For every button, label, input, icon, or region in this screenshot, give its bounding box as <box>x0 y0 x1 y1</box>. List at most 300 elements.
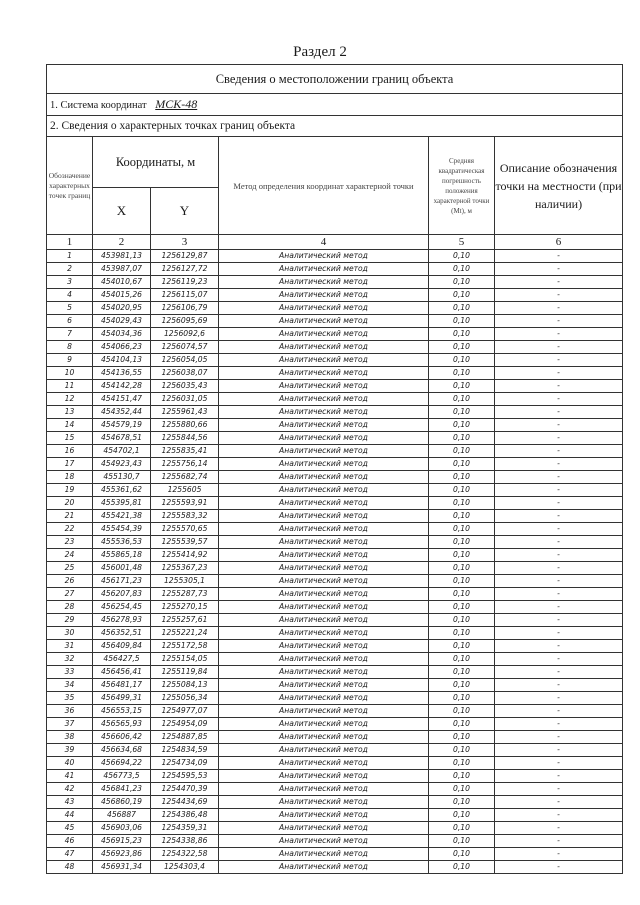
error-cell: 0,10 <box>429 640 495 653</box>
x-coordinate-cell: 456634,68 <box>93 744 151 757</box>
y-coordinate-cell: 1256054,05 <box>151 354 219 367</box>
point-number-cell: 48 <box>47 861 93 874</box>
method-cell: Аналитический метод <box>219 523 429 536</box>
method-cell: Аналитический метод <box>219 692 429 705</box>
x-coordinate-cell: 455421,38 <box>93 510 151 523</box>
table-row <box>47 770 623 783</box>
description-cell: - <box>495 419 623 432</box>
error-cell: 0,10 <box>429 471 495 484</box>
point-number-cell: 20 <box>47 497 93 510</box>
method-cell: Аналитический метод <box>219 575 429 588</box>
point-number-cell: 3 <box>47 276 93 289</box>
y-coordinate-cell: 1256074,57 <box>151 341 219 354</box>
x-coordinate-cell: 455395,81 <box>93 497 151 510</box>
x-coordinate-cell: 456773,5 <box>93 770 151 783</box>
description-cell: - <box>495 302 623 315</box>
point-number-cell: 42 <box>47 783 93 796</box>
table-row <box>47 393 623 406</box>
point-number-cell: 26 <box>47 575 93 588</box>
error-cell: 0,10 <box>429 497 495 510</box>
error-cell: 0,10 <box>429 627 495 640</box>
x-coordinate-cell: 455536,53 <box>93 536 151 549</box>
description-cell: - <box>495 536 623 549</box>
y-coordinate-cell: 1255844,56 <box>151 432 219 445</box>
table-row <box>47 367 623 380</box>
x-coordinate-cell: 456278,93 <box>93 614 151 627</box>
point-number-cell: 39 <box>47 744 93 757</box>
point-number-cell: 23 <box>47 536 93 549</box>
method-cell: Аналитический метод <box>219 406 429 419</box>
method-cell: Аналитический метод <box>219 861 429 874</box>
table-row <box>47 549 623 562</box>
column-number: 1 <box>47 235 93 250</box>
point-number-cell: 22 <box>47 523 93 536</box>
error-cell: 0,10 <box>429 328 495 341</box>
y-coordinate-cell: 1256095,69 <box>151 315 219 328</box>
error-cell: 0,10 <box>429 848 495 861</box>
description-cell: - <box>495 562 623 575</box>
error-cell: 0,10 <box>429 432 495 445</box>
description-cell: - <box>495 549 623 562</box>
description-cell: - <box>495 458 623 471</box>
points-title: 2. Сведения о характерных точках границ объекта <box>47 116 623 137</box>
table-row <box>47 757 623 770</box>
x-coordinate-cell: 456427,5 <box>93 653 151 666</box>
point-number-cell: 10 <box>47 367 93 380</box>
x-coordinate-cell: 456254,45 <box>93 601 151 614</box>
y-coordinate-cell: 1256092,6 <box>151 328 219 341</box>
x-coordinate-cell: 455130,7 <box>93 471 151 484</box>
method-cell: Аналитический метод <box>219 770 429 783</box>
point-number-cell: 11 <box>47 380 93 393</box>
table-row <box>47 718 623 731</box>
error-cell: 0,10 <box>429 302 495 315</box>
x-coordinate-cell: 453981,13 <box>93 250 151 263</box>
point-number-cell: 41 <box>47 770 93 783</box>
y-coordinate-cell: 1256035,43 <box>151 380 219 393</box>
error-cell: 0,10 <box>429 536 495 549</box>
method-cell: Аналитический метод <box>219 822 429 835</box>
x-coordinate-cell: 456481,17 <box>93 679 151 692</box>
y-coordinate-cell: 1254338,86 <box>151 835 219 848</box>
y-coordinate-cell: 1255305,1 <box>151 575 219 588</box>
column-number: 6 <box>495 235 623 250</box>
method-cell: Аналитический метод <box>219 445 429 458</box>
error-cell: 0,10 <box>429 822 495 835</box>
y-header: Y <box>151 188 219 235</box>
point-number-cell: 29 <box>47 614 93 627</box>
y-coordinate-cell: 1256115,07 <box>151 289 219 302</box>
table-row <box>47 783 623 796</box>
y-coordinate-cell: 1255119,84 <box>151 666 219 679</box>
point-number-cell: 13 <box>47 406 93 419</box>
method-cell: Аналитический метод <box>219 809 429 822</box>
table-row <box>47 679 623 692</box>
description-cell: - <box>495 315 623 328</box>
description-cell: - <box>495 263 623 276</box>
table-row <box>47 614 623 627</box>
method-cell: Аналитический метод <box>219 432 429 445</box>
error-cell: 0,10 <box>429 367 495 380</box>
x-coordinate-cell: 456499,31 <box>93 692 151 705</box>
y-coordinate-cell: 1254303,4 <box>151 861 219 874</box>
x-coordinate-cell: 454015,26 <box>93 289 151 302</box>
x-coordinate-cell: 456931,34 <box>93 861 151 874</box>
table-row <box>47 471 623 484</box>
method-cell: Аналитический метод <box>219 731 429 744</box>
error-header: Средняя квадратическая погрешность положения характерной точки (Mt), м <box>429 137 495 235</box>
error-cell: 0,10 <box>429 731 495 744</box>
y-coordinate-cell: 1254470,39 <box>151 783 219 796</box>
table-row <box>47 510 623 523</box>
description-cell: - <box>495 510 623 523</box>
y-coordinate-cell: 1255287,73 <box>151 588 219 601</box>
method-cell: Аналитический метод <box>219 419 429 432</box>
description-cell: - <box>495 354 623 367</box>
description-cell: - <box>495 692 623 705</box>
description-cell: - <box>495 497 623 510</box>
table-row <box>47 380 623 393</box>
error-cell: 0,10 <box>429 588 495 601</box>
description-cell: - <box>495 341 623 354</box>
x-coordinate-cell: 454020,95 <box>93 302 151 315</box>
point-number-cell: 40 <box>47 757 93 770</box>
description-cell: - <box>495 757 623 770</box>
method-cell: Аналитический метод <box>219 354 429 367</box>
x-coordinate-cell: 454010,67 <box>93 276 151 289</box>
error-cell: 0,10 <box>429 575 495 588</box>
table-row <box>47 705 623 718</box>
point-number-cell: 45 <box>47 822 93 835</box>
x-coordinate-cell: 454029,43 <box>93 315 151 328</box>
method-cell: Аналитический метод <box>219 627 429 640</box>
table-row <box>47 848 623 861</box>
point-number-cell: 46 <box>47 835 93 848</box>
description-cell: - <box>495 770 623 783</box>
point-number-cell: 21 <box>47 510 93 523</box>
description-cell: - <box>495 705 623 718</box>
x-coordinate-cell: 456841,23 <box>93 783 151 796</box>
y-coordinate-cell: 1254386,48 <box>151 809 219 822</box>
point-number-cell: 27 <box>47 588 93 601</box>
method-cell: Аналитический метод <box>219 341 429 354</box>
error-cell: 0,10 <box>429 666 495 679</box>
point-number-cell: 6 <box>47 315 93 328</box>
y-coordinate-cell: 1255605 <box>151 484 219 497</box>
error-cell: 0,10 <box>429 445 495 458</box>
y-coordinate-cell: 1254434,69 <box>151 796 219 809</box>
coordinates-header: Координаты, м <box>93 137 219 188</box>
point-number-cell: 47 <box>47 848 93 861</box>
error-cell: 0,10 <box>429 705 495 718</box>
x-coordinate-cell: 456923,86 <box>93 848 151 861</box>
y-coordinate-cell: 1254977,07 <box>151 705 219 718</box>
method-cell: Аналитический метод <box>219 497 429 510</box>
table-row <box>47 666 623 679</box>
point-number-cell: 24 <box>47 549 93 562</box>
description-cell: - <box>495 523 623 536</box>
method-cell: Аналитический метод <box>219 315 429 328</box>
point-number-cell: 5 <box>47 302 93 315</box>
description-cell: - <box>495 796 623 809</box>
y-coordinate-cell: 1256129,87 <box>151 250 219 263</box>
column-number: 2 <box>93 235 151 250</box>
description-cell: - <box>495 614 623 627</box>
designation-header: Обозначение характерных точек границ <box>47 137 93 235</box>
table-row <box>47 445 623 458</box>
error-cell: 0,10 <box>429 276 495 289</box>
table-row <box>47 341 623 354</box>
y-coordinate-cell: 1255570,65 <box>151 523 219 536</box>
method-cell: Аналитический метод <box>219 848 429 861</box>
description-cell: - <box>495 809 623 822</box>
point-number-cell: 25 <box>47 562 93 575</box>
method-cell: Аналитический метод <box>219 614 429 627</box>
y-coordinate-cell: 1255257,61 <box>151 614 219 627</box>
table-row <box>47 835 623 848</box>
method-cell: Аналитический метод <box>219 549 429 562</box>
point-number-cell: 30 <box>47 627 93 640</box>
x-coordinate-cell: 456171,23 <box>93 575 151 588</box>
x-coordinate-cell: 455361,62 <box>93 484 151 497</box>
point-number-cell: 36 <box>47 705 93 718</box>
method-cell: Аналитический метод <box>219 250 429 263</box>
description-cell: - <box>495 861 623 874</box>
error-cell: 0,10 <box>429 809 495 822</box>
error-cell: 0,10 <box>429 419 495 432</box>
error-cell: 0,10 <box>429 289 495 302</box>
point-number-cell: 4 <box>47 289 93 302</box>
method-cell: Аналитический метод <box>219 562 429 575</box>
table-row <box>47 536 623 549</box>
table-row <box>47 653 623 666</box>
table-row <box>47 250 623 263</box>
point-number-cell: 18 <box>47 471 93 484</box>
description-cell: - <box>495 380 623 393</box>
table-row <box>47 809 623 822</box>
error-cell: 0,10 <box>429 510 495 523</box>
y-coordinate-cell: 1255172,58 <box>151 640 219 653</box>
y-coordinate-cell: 1255367,23 <box>151 562 219 575</box>
coordinate-system-label: 1. Система координат <box>50 100 147 111</box>
point-number-cell: 33 <box>47 666 93 679</box>
point-number-cell: 31 <box>47 640 93 653</box>
y-coordinate-cell: 1255835,41 <box>151 445 219 458</box>
description-cell: - <box>495 601 623 614</box>
method-header: Метод определения координат характерной точки <box>219 137 429 235</box>
table-row <box>47 289 623 302</box>
description-cell: - <box>495 744 623 757</box>
x-coordinate-cell: 456887 <box>93 809 151 822</box>
error-cell: 0,10 <box>429 783 495 796</box>
method-cell: Аналитический метод <box>219 705 429 718</box>
method-cell: Аналитический метод <box>219 289 429 302</box>
error-cell: 0,10 <box>429 614 495 627</box>
table-row <box>47 744 623 757</box>
description-cell: - <box>495 666 623 679</box>
y-coordinate-cell: 1255961,43 <box>151 406 219 419</box>
description-cell: - <box>495 848 623 861</box>
point-number-cell: 38 <box>47 731 93 744</box>
point-number-cell: 44 <box>47 809 93 822</box>
description-cell: - <box>495 640 623 653</box>
table-row <box>47 640 623 653</box>
point-number-cell: 16 <box>47 445 93 458</box>
point-number-cell: 43 <box>47 796 93 809</box>
point-number-cell: 32 <box>47 653 93 666</box>
x-coordinate-cell: 454066,23 <box>93 341 151 354</box>
method-cell: Аналитический метод <box>219 653 429 666</box>
method-cell: Аналитический метод <box>219 263 429 276</box>
method-cell: Аналитический метод <box>219 744 429 757</box>
y-coordinate-cell: 1255539,57 <box>151 536 219 549</box>
x-coordinate-cell: 454352,44 <box>93 406 151 419</box>
y-coordinate-cell: 1255583,32 <box>151 510 219 523</box>
x-coordinate-cell: 454151,47 <box>93 393 151 406</box>
table-row <box>47 627 623 640</box>
y-coordinate-cell: 1254734,09 <box>151 757 219 770</box>
point-number-cell: 34 <box>47 679 93 692</box>
description-cell: - <box>495 289 623 302</box>
description-cell: - <box>495 484 623 497</box>
x-coordinate-cell: 454678,51 <box>93 432 151 445</box>
y-coordinate-cell: 1256031,05 <box>151 393 219 406</box>
method-cell: Аналитический метод <box>219 458 429 471</box>
error-cell: 0,10 <box>429 250 495 263</box>
y-coordinate-cell: 1256106,79 <box>151 302 219 315</box>
x-coordinate-cell: 455865,18 <box>93 549 151 562</box>
method-cell: Аналитический метод <box>219 367 429 380</box>
method-cell: Аналитический метод <box>219 380 429 393</box>
method-cell: Аналитический метод <box>219 328 429 341</box>
point-number-cell: 28 <box>47 601 93 614</box>
description-cell: - <box>495 835 623 848</box>
point-number-cell: 37 <box>47 718 93 731</box>
method-cell: Аналитический метод <box>219 835 429 848</box>
description-cell: - <box>495 406 623 419</box>
error-cell: 0,10 <box>429 718 495 731</box>
method-cell: Аналитический метод <box>219 471 429 484</box>
coordinate-system-row <box>47 94 623 116</box>
y-coordinate-cell: 1256119,23 <box>151 276 219 289</box>
table-row <box>47 601 623 614</box>
error-cell: 0,10 <box>429 406 495 419</box>
method-cell: Аналитический метод <box>219 276 429 289</box>
table-row <box>47 692 623 705</box>
method-cell: Аналитический метод <box>219 679 429 692</box>
error-cell: 0,10 <box>429 796 495 809</box>
table-row <box>47 328 623 341</box>
error-cell: 0,10 <box>429 835 495 848</box>
table-row <box>47 419 623 432</box>
description-cell: - <box>495 783 623 796</box>
error-cell: 0,10 <box>429 770 495 783</box>
method-cell: Аналитический метод <box>219 718 429 731</box>
method-cell: Аналитический метод <box>219 393 429 406</box>
description-cell: - <box>495 445 623 458</box>
point-number-cell: 7 <box>47 328 93 341</box>
error-cell: 0,10 <box>429 861 495 874</box>
point-number-cell: 17 <box>47 458 93 471</box>
table-row <box>47 861 623 874</box>
description-cell: - <box>495 588 623 601</box>
point-number-cell: 9 <box>47 354 93 367</box>
error-cell: 0,10 <box>429 380 495 393</box>
x-coordinate-cell: 454702,1 <box>93 445 151 458</box>
y-coordinate-cell: 1255880,66 <box>151 419 219 432</box>
method-cell: Аналитический метод <box>219 510 429 523</box>
x-coordinate-cell: 456694,22 <box>93 757 151 770</box>
table-row <box>47 263 623 276</box>
error-cell: 0,10 <box>429 341 495 354</box>
point-number-cell: 8 <box>47 341 93 354</box>
error-cell: 0,10 <box>429 679 495 692</box>
x-coordinate-cell: 456553,15 <box>93 705 151 718</box>
description-cell: - <box>495 731 623 744</box>
y-coordinate-cell: 1254322,58 <box>151 848 219 861</box>
y-coordinate-cell: 1255154,05 <box>151 653 219 666</box>
x-coordinate-cell: 456409,84 <box>93 640 151 653</box>
y-coordinate-cell: 1256038,07 <box>151 367 219 380</box>
x-coordinate-cell: 453987,07 <box>93 263 151 276</box>
x-coordinate-cell: 455454,39 <box>93 523 151 536</box>
error-cell: 0,10 <box>429 393 495 406</box>
point-number-cell: 15 <box>47 432 93 445</box>
error-cell: 0,10 <box>429 692 495 705</box>
x-coordinate-cell: 454104,13 <box>93 354 151 367</box>
x-coordinate-cell: 456456,41 <box>93 666 151 679</box>
table-row <box>47 315 623 328</box>
x-coordinate-cell: 456352,51 <box>93 627 151 640</box>
y-coordinate-cell: 1254887,85 <box>151 731 219 744</box>
method-cell: Аналитический метод <box>219 484 429 497</box>
method-cell: Аналитический метод <box>219 666 429 679</box>
x-coordinate-cell: 454579,19 <box>93 419 151 432</box>
error-cell: 0,10 <box>429 263 495 276</box>
table-row <box>47 432 623 445</box>
description-cell: - <box>495 328 623 341</box>
error-cell: 0,10 <box>429 315 495 328</box>
y-coordinate-cell: 1255593,91 <box>151 497 219 510</box>
y-coordinate-cell: 1254834,59 <box>151 744 219 757</box>
x-coordinate-cell: 456915,23 <box>93 835 151 848</box>
x-coordinate-cell: 456860,19 <box>93 796 151 809</box>
section-title: Раздел 2 <box>293 44 347 60</box>
table-row <box>47 523 623 536</box>
error-cell: 0,10 <box>429 458 495 471</box>
x-coordinate-cell: 454923,43 <box>93 458 151 471</box>
description-cell: - <box>495 679 623 692</box>
method-cell: Аналитический метод <box>219 302 429 315</box>
x-coordinate-cell: 454142,28 <box>93 380 151 393</box>
point-number-cell: 35 <box>47 692 93 705</box>
description-header: Описание обозначения точки на местности (при наличии) <box>495 137 623 235</box>
x-coordinate-cell: 456565,93 <box>93 718 151 731</box>
table-row <box>47 588 623 601</box>
description-cell: - <box>495 822 623 835</box>
y-coordinate-cell: 1255221,24 <box>151 627 219 640</box>
method-cell: Аналитический метод <box>219 783 429 796</box>
point-number-cell: 2 <box>47 263 93 276</box>
table-row <box>47 354 623 367</box>
table-row <box>47 406 623 419</box>
method-cell: Аналитический метод <box>219 588 429 601</box>
error-cell: 0,10 <box>429 562 495 575</box>
y-coordinate-cell: 1255756,14 <box>151 458 219 471</box>
table-row <box>47 822 623 835</box>
column-number: 3 <box>151 235 219 250</box>
error-cell: 0,10 <box>429 354 495 367</box>
